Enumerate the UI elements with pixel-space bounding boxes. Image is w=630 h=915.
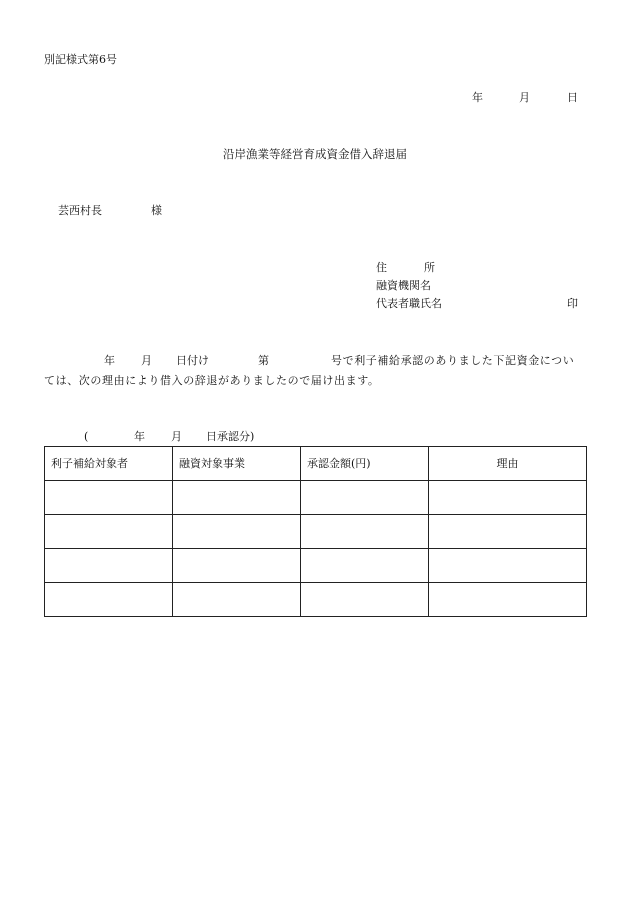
- date-year-label: 年: [472, 91, 483, 104]
- addressee-honorific: 様: [151, 204, 162, 217]
- table-cell[interactable]: [173, 481, 301, 515]
- table-cell[interactable]: [173, 515, 301, 549]
- table-cell[interactable]: [429, 481, 587, 515]
- table-cell[interactable]: [45, 515, 173, 549]
- table-cell[interactable]: [429, 515, 587, 549]
- header-reason: 理由: [429, 447, 587, 481]
- table-cell[interactable]: [173, 549, 301, 583]
- table-row: [45, 481, 587, 515]
- period-month: 月: [171, 430, 182, 443]
- table-row: [45, 515, 587, 549]
- header-approved-amount: 承認金額(円): [301, 447, 429, 481]
- table-cell[interactable]: [173, 583, 301, 617]
- addressee-name: 芸西村長: [58, 204, 102, 217]
- table-header-row: [45, 447, 587, 481]
- institution-label: 融資機関名: [376, 279, 431, 292]
- table-cell[interactable]: [45, 549, 173, 583]
- table-cell[interactable]: [45, 481, 173, 515]
- representative-label: 代表者職氏名: [376, 297, 442, 310]
- address-label-part2: 所: [424, 261, 435, 274]
- header-financed-project: 融資対象事業: [173, 447, 301, 481]
- body-number-prefix: 第: [258, 354, 269, 367]
- body-day-dated: 日付け: [176, 354, 209, 367]
- table-cell[interactable]: [45, 583, 173, 617]
- body-year: 年: [104, 354, 115, 367]
- period-close: 日承認分): [206, 430, 255, 443]
- period-open: (: [84, 430, 89, 443]
- table-row: [45, 549, 587, 583]
- header-beneficiary: 利子補給対象者: [45, 447, 173, 481]
- table-cell[interactable]: [301, 583, 429, 617]
- document-title: 沿岸漁業等経営育成資金借入辞退届: [223, 147, 407, 161]
- table-cell[interactable]: [429, 583, 587, 617]
- table-cell[interactable]: [429, 549, 587, 583]
- table-row: [45, 583, 587, 617]
- table-cell[interactable]: [301, 515, 429, 549]
- period-year: 年: [134, 430, 145, 443]
- date-month-label: 月: [519, 91, 530, 104]
- body-line1-text: 号で利子補給承認のありました下記資金につい: [331, 354, 575, 367]
- date-day-label: 日: [567, 91, 578, 104]
- body-month: 月: [141, 354, 152, 367]
- table-cell[interactable]: [301, 481, 429, 515]
- records-table: [44, 446, 587, 617]
- body-line2-text: ては、次の理由により借入の辞退がありましたので届け出ます。: [44, 374, 380, 387]
- seal-mark: 印: [567, 297, 578, 310]
- form-number: 別記様式第6号: [44, 53, 117, 66]
- address-label-part1: 住: [376, 261, 387, 274]
- table-cell[interactable]: [301, 549, 429, 583]
